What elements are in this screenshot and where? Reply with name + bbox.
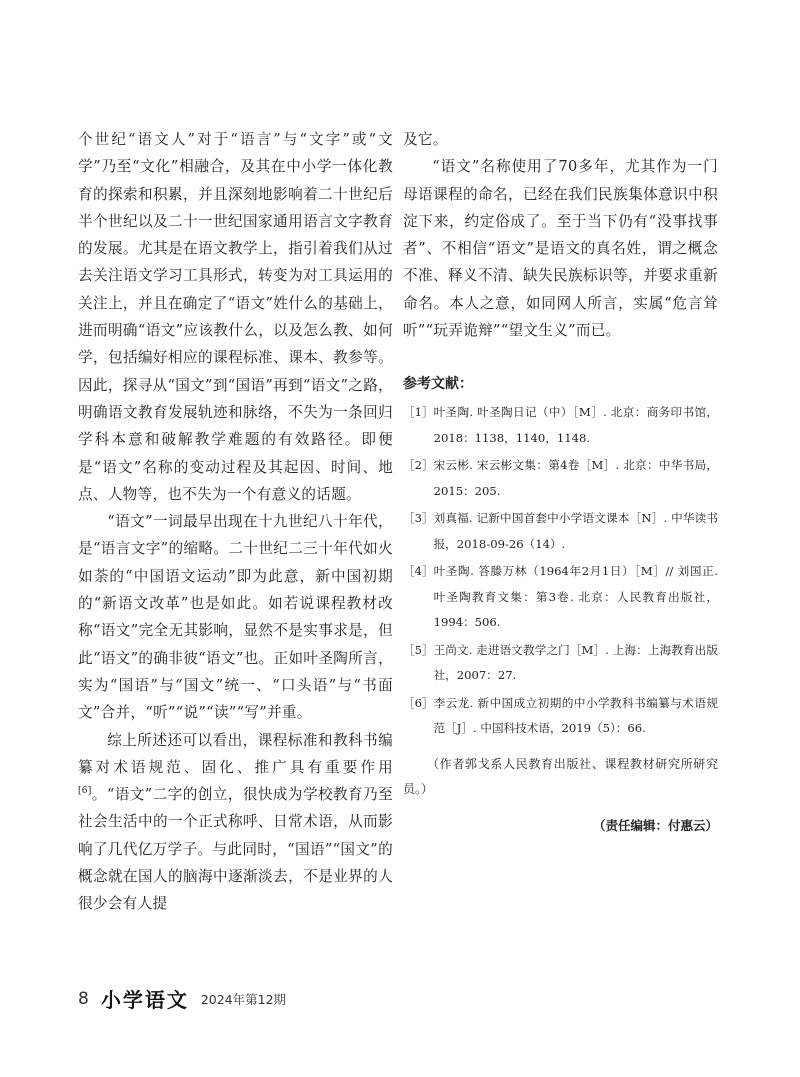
issue-label: 2024年第12期 [200,991,287,1007]
reference-text: 叶圣陶. 答滕万林（1964年2月1日）［M］// 刘国正. 叶圣陶教育文集：第3卷. 北京：人民教育出版社，1994：506. [433,564,718,630]
body-paragraph-3 [78,727,393,918]
right-column [403,126,718,834]
reference-item [403,506,718,557]
reference-text: 宋云彬. 宋云彬文集：第4卷［M］. 北京：中华书局，2015：205. [433,458,718,498]
reference-text: 刘真福. 记新中国首套中小学语文课本［N］. 中华读书报，2018-09-26（14）. [433,511,718,551]
body-paragraph-1: 个世纪“语文人”对于“语言”与“文字”或“文学”乃至“文化”相融合，及其在中小学一体化教育的探索和积累，并且深刻地影响着二十世纪后半个世纪以及二十一世纪国家通用语言文字教育的发展。尤其是在语文教学上，指引着我们从过去关注语文学习工具形式，转变为对工具运用的关注上，并且在确定了“语文”姓什么的基础上，进而明确“语文”应该教什么，以及怎么教、如何学，包括编好相应的课程标准、课本、教参等。因此，探寻从“国文”到“国语”再到“语文”之路，明确语文教育发展轨迹和脉络，不失为一条回归学科本意和破解教学难题的有效路径。即便是“语文”名称的变动过程及其起因、时间、地点、人物等，也不失为一个有意义的话题。 [78,131,393,503]
references-heading: 参考文献： [403,376,473,393]
citation-marker: [6] [78,786,92,797]
reference-number: ［2］ [403,458,434,473]
journal-logo: 小学语文 [100,988,189,1012]
reference-item [403,400,718,451]
paragraph-3-text-b: 。“语文”二字的创立，很快成为学校教育乃至社会生活中的一个正式称呼、日常术语，从而影响了几代亿万学子。与此同时，“国语”“国文”的概念就在国人的脑海中逐渐淡去，不是业界的人很少会有人提 [78,786,393,913]
left-column [78,126,393,918]
paragraph-3-text-a: 综上所述还可以看出，课程标准和教科书编纂对术语规范、固化、推广具有重要作用 [78,731,393,776]
references-list [403,400,718,742]
reference-text: 叶圣陶. 叶圣陶日记（中）［M］. 北京：商务印书馆，2018：1138，1140，1148. [433,405,718,445]
reference-item [403,453,718,504]
reference-number: ［3］ [403,511,434,526]
editor-credit: （责任编辑：付惠云） [592,817,718,833]
reference-item [403,559,718,636]
body-paragraph-4: “语文”名称使用了70多年，尤其作为一门母语课程的命名，已经在我们民族集体意识中积淀下来，约定俗成了。至于当下仍有“没事找事者”、不相信“语文”是语文的真名姓，谓之概念不准、释义不清、缺失民族标识等，并要求重新命名。本人之意，如同网人所言，实属“危言耸听”“玩弄诡辩”“望文生义”而已。 [403,158,718,340]
reference-number: ［5］ [403,642,434,657]
body-paragraph-2: “语文”一词最早出现在十九世纪八十年代，是“语言文字”的缩略。二十世纪二三十年代如火如荼的“中国语文运动”即为此意，新中国初期的“新语文改革”也是如此。如若说课程教材改称“语文”完全无其影响，显然不是实事求是，但此“语文”的确非彼“语文”也。正如叶圣陶所言，实为“国语”与“国文”统一、“口头语”与“书面文”合并，“听”“说”“读”“写”并重。 [78,513,393,722]
reference-text: 李云龙. 新中国成立初期的中小学教科书编纂与术语规范［J］. 中国科技术语，2019（5）：66. [433,695,718,736]
reference-number: ［6］ [403,695,434,710]
reference-number: ［4］ [403,564,434,579]
reference-number: ［1］ [403,405,434,420]
page-number: 8 [78,988,89,1009]
author-note: （作者郭戈系人民教育出版社、课程教材研究所研究员。） [403,756,718,796]
reference-item [403,691,718,742]
reference-item [403,638,718,689]
reference-text: 王尚文. 走进语文教学之门［M］. 上海：上海教育出版社，2007：27. [433,642,718,683]
body-paragraph-continuation: 及它。 [403,131,448,148]
page-footer [78,984,286,1013]
